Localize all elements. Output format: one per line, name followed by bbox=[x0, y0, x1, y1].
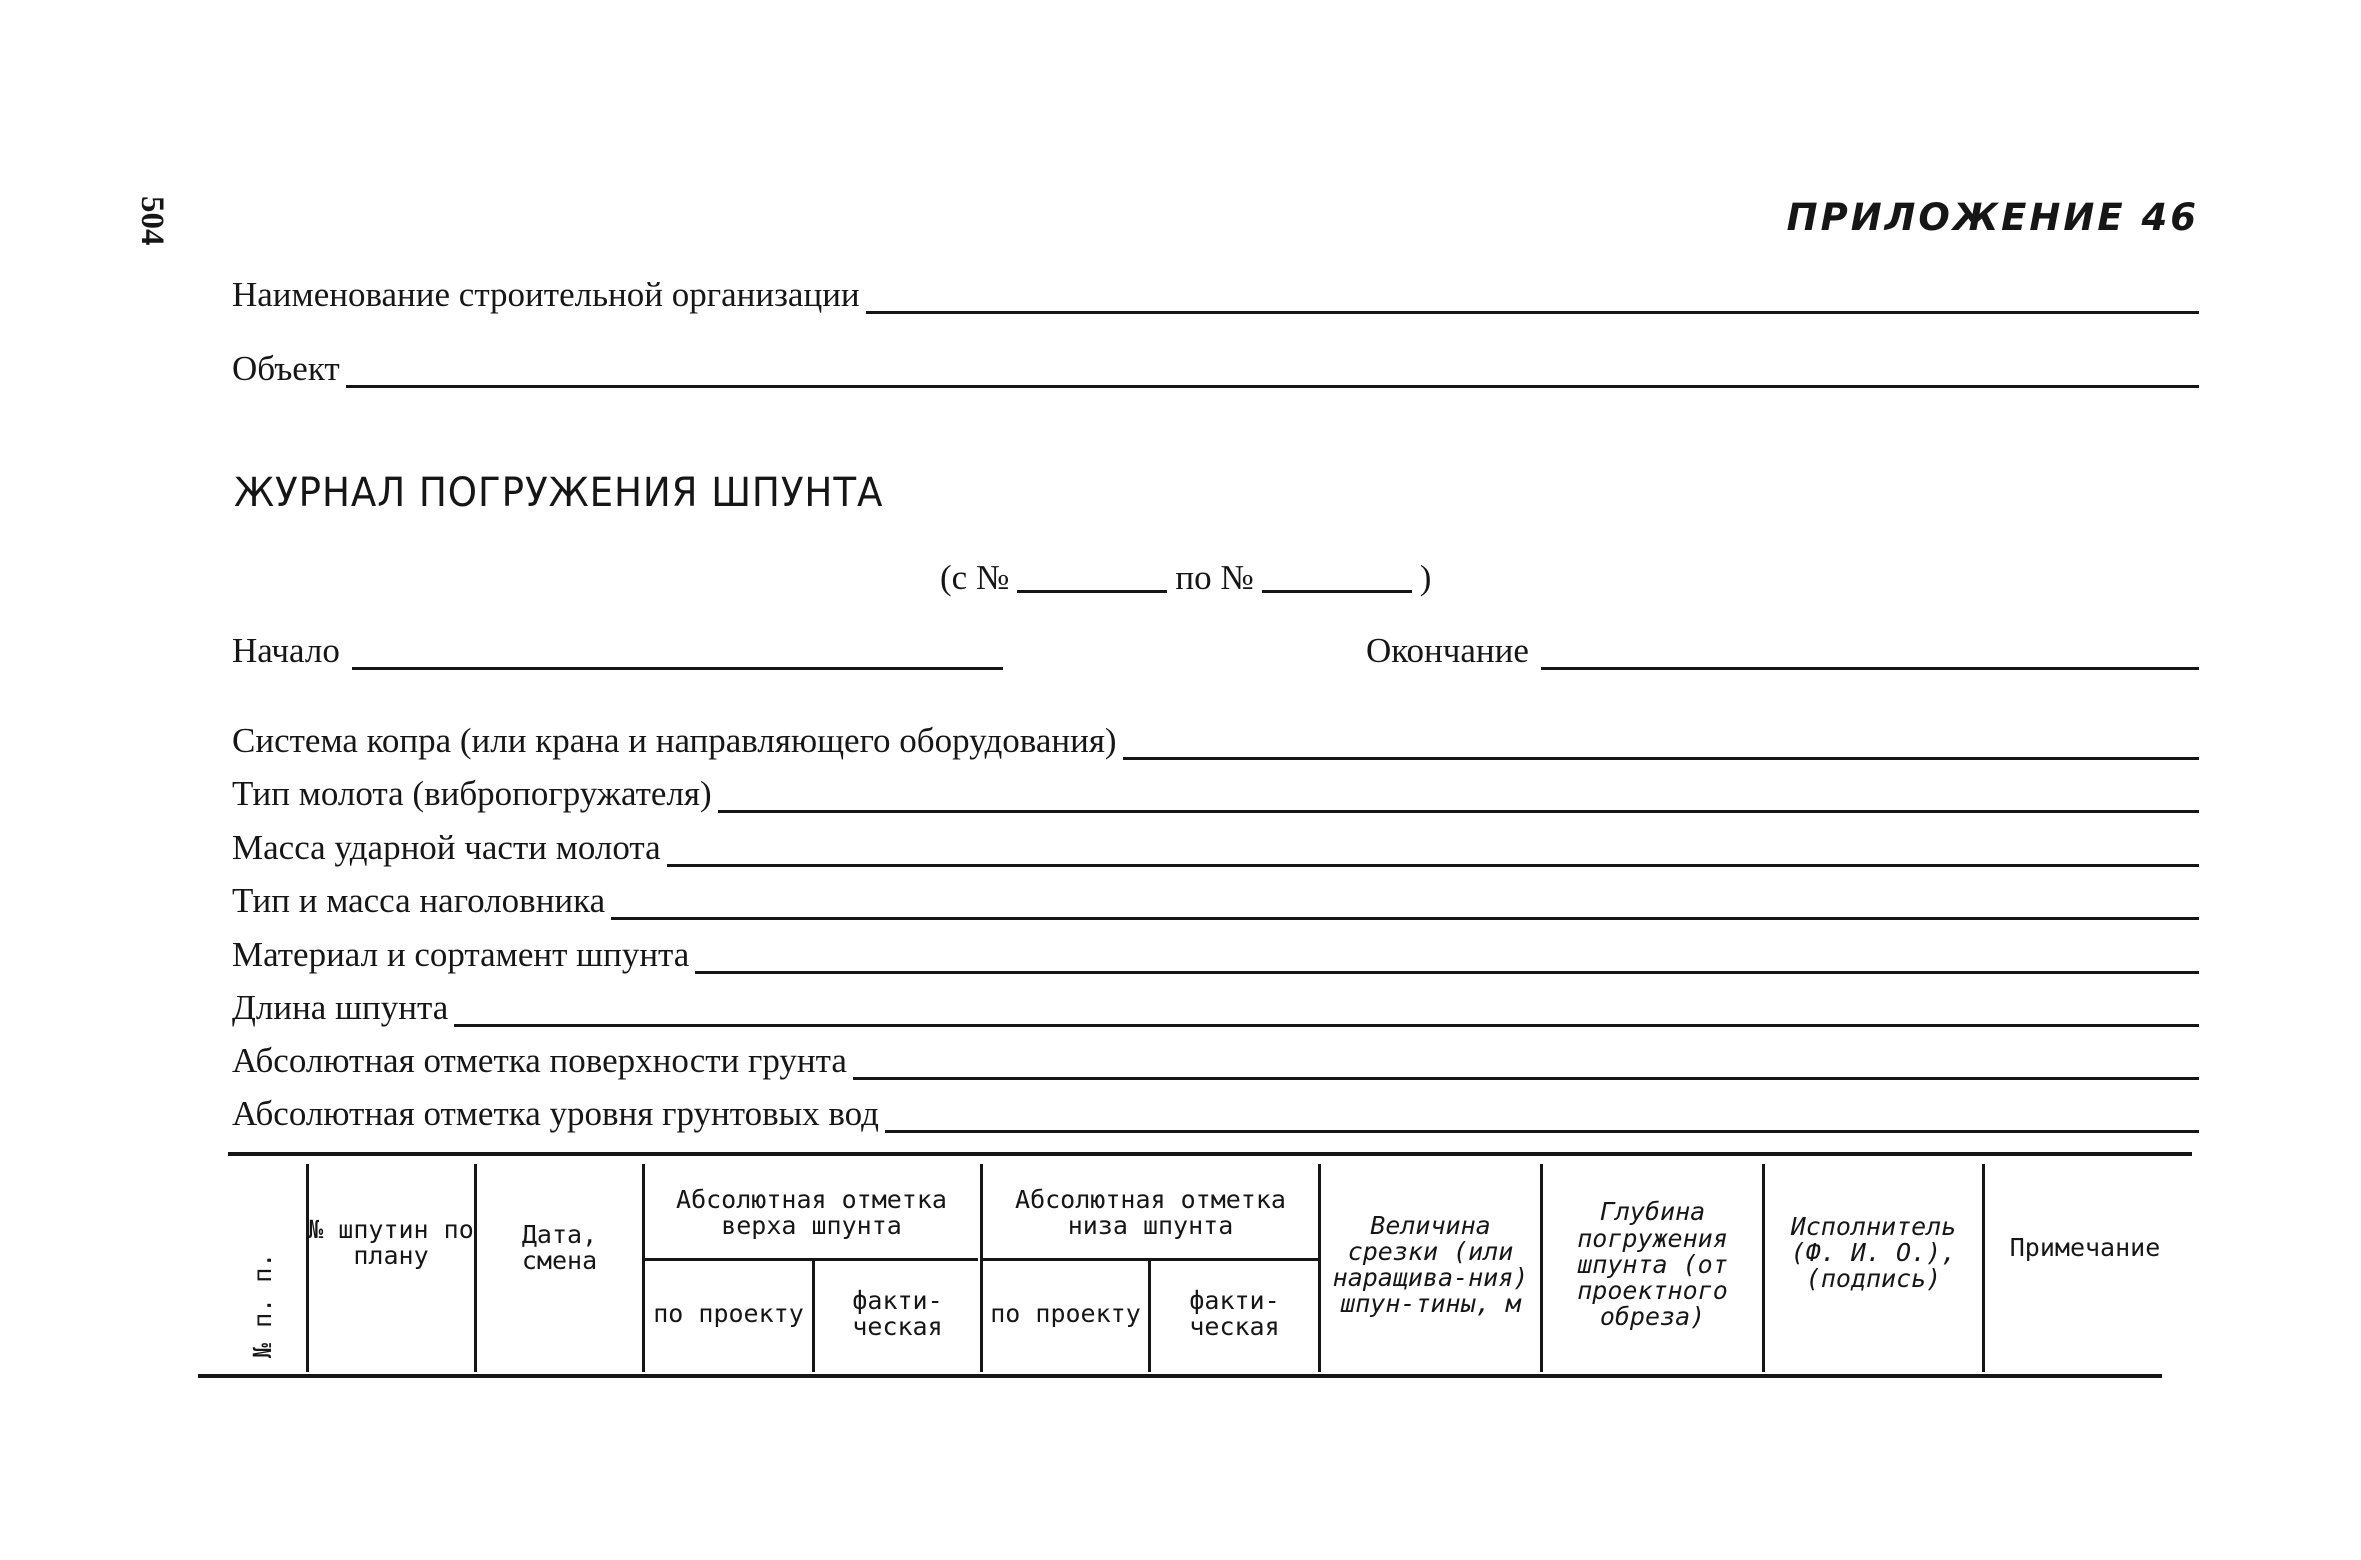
material-label: Материал и сортамент шпунта bbox=[232, 935, 690, 974]
log-table bbox=[198, 1148, 2190, 1372]
bottom-design-header: по проекту bbox=[990, 1298, 1141, 1328]
ground-surface-field[interactable] bbox=[232, 1038, 2199, 1082]
start-label: Начало bbox=[232, 631, 340, 670]
groundwater-label: Абсолютная отметка уровня грунтовых вод bbox=[232, 1094, 879, 1133]
top-design-header: по проекту bbox=[653, 1298, 804, 1328]
col-top-mark-header: Абсолютная отметка верха шпунта bbox=[676, 1184, 947, 1240]
col-number-header: № п. п. bbox=[248, 1252, 277, 1358]
start-blank[interactable] bbox=[352, 667, 1003, 670]
appendix-label: ПРИЛОЖЕНИЕ 46 bbox=[1786, 196, 2199, 239]
table-top-rule bbox=[228, 1152, 2192, 1156]
document-title: ЖУРНАЛ ПОГРУЖЕНИЯ ШПУНТА bbox=[234, 470, 884, 516]
cap-blank[interactable] bbox=[611, 917, 2199, 920]
cap-field[interactable] bbox=[232, 878, 2199, 922]
table-subheader-rule bbox=[982, 1258, 1318, 1261]
equipment-label: Система копра (или крана и направляющего оборудования) bbox=[232, 721, 1117, 760]
hammer-mass-label: Масса ударной части молота bbox=[232, 828, 661, 867]
hammer-type-field[interactable] bbox=[232, 771, 2199, 815]
range-open: (с № bbox=[940, 558, 1010, 597]
col-cut-value-header: Величина срезки (или наращива-ния) шпун-тины, м bbox=[1332, 1210, 1529, 1319]
equipment-field[interactable] bbox=[232, 718, 2199, 762]
organization-blank[interactable] bbox=[866, 311, 2199, 314]
page-number: 504 bbox=[134, 196, 170, 246]
table-subheader-rule bbox=[644, 1258, 978, 1261]
top-actual-header: факти-ческая bbox=[852, 1285, 943, 1341]
hammer-type-blank[interactable] bbox=[718, 810, 2199, 813]
length-blank[interactable] bbox=[454, 1024, 2199, 1027]
length-label: Длина шпунта bbox=[232, 988, 449, 1027]
groundwater-blank[interactable] bbox=[885, 1130, 2199, 1133]
end-label: Окончание bbox=[1366, 631, 1529, 670]
object-field[interactable] bbox=[232, 346, 2199, 390]
equipment-blank[interactable] bbox=[1123, 757, 2199, 760]
bottom-actual-header: факти-ческая bbox=[1189, 1285, 1280, 1341]
object-blank[interactable] bbox=[346, 385, 2199, 388]
material-field[interactable] bbox=[232, 932, 2199, 976]
range-to-blank[interactable] bbox=[1262, 586, 1412, 593]
col-note-header: Примечание bbox=[2009, 1232, 2161, 1262]
col-executor-header: Исполнитель (Ф. И. О.), (подпись) bbox=[1790, 1211, 1957, 1294]
hammer-type-label: Тип молота (вибропогружателя) bbox=[232, 774, 712, 813]
col-date-header: Дата, смена bbox=[521, 1219, 598, 1275]
ground-surface-label: Абсолютная отметка поверхности грунта bbox=[232, 1041, 847, 1080]
range-close: ) bbox=[1419, 558, 1432, 597]
cap-label: Тип и масса наголовника bbox=[232, 881, 606, 920]
range-middle: по № bbox=[1175, 558, 1254, 597]
table-bottom-rule bbox=[198, 1374, 2162, 1378]
end-blank[interactable] bbox=[1541, 667, 2199, 670]
length-field[interactable] bbox=[232, 985, 2199, 1029]
material-blank[interactable] bbox=[695, 971, 2199, 974]
col-sheet-pile-header: № шпутин по плану bbox=[308, 1214, 474, 1270]
organization-label: Наименование строительной организации bbox=[232, 275, 860, 314]
col-bottom-mark-header: Абсолютная отметка низа шпунта bbox=[1015, 1184, 1286, 1240]
ground-surface-blank[interactable] bbox=[853, 1077, 2199, 1080]
start-field[interactable] bbox=[232, 628, 1003, 672]
groundwater-field[interactable] bbox=[232, 1091, 2199, 1135]
col-depth-header: Глубина погружения шпунта (от проектного обреза) bbox=[1577, 1197, 1728, 1332]
range-from-blank[interactable] bbox=[1017, 586, 1167, 593]
hammer-mass-blank[interactable] bbox=[667, 864, 2199, 867]
object-label: Объект bbox=[232, 349, 340, 388]
hammer-mass-field[interactable] bbox=[232, 825, 2199, 869]
range-field bbox=[940, 555, 1431, 599]
organization-field[interactable] bbox=[232, 272, 2199, 316]
end-field[interactable] bbox=[1366, 628, 2199, 672]
